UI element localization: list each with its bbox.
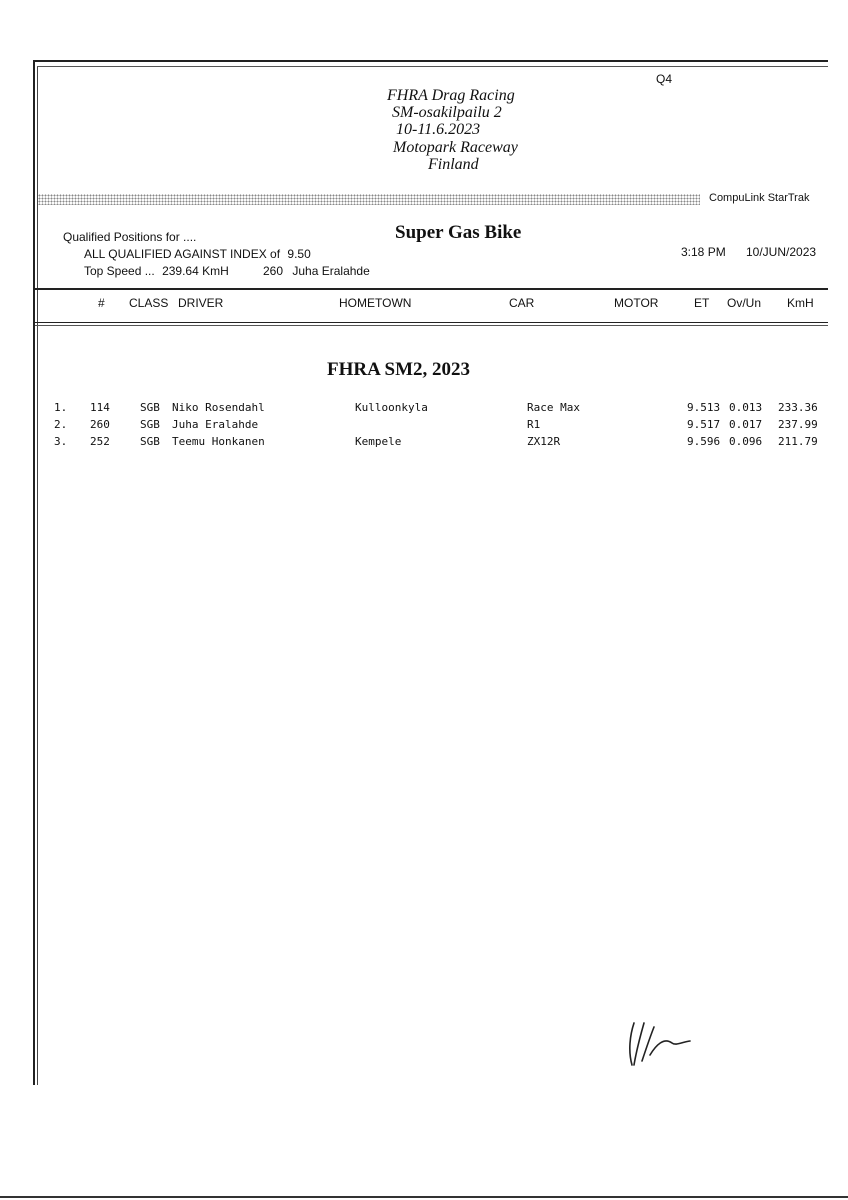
top-speed-car-number: 260: [263, 264, 284, 278]
top-speed-holder: [263, 264, 370, 278]
frame-left-inner-line: [37, 66, 38, 1085]
event-name: FHRA Drag Racing: [387, 87, 515, 104]
table-row: [0, 401, 848, 419]
col-header-et: ET: [694, 296, 710, 310]
row-class: SGB: [140, 418, 160, 431]
row-car-number: 252: [90, 435, 110, 448]
row-class: SGB: [140, 435, 160, 448]
row-car: Race Max: [527, 401, 580, 414]
frame-top-inner-line: [37, 66, 828, 67]
row-position: 2.: [54, 418, 68, 431]
page-bottom-line: [0, 1196, 848, 1198]
row-driver: Niko Rosendahl: [172, 401, 265, 414]
signature: [620, 1015, 700, 1075]
row-hometown: Kulloonkyla: [355, 401, 428, 414]
row-kmh: 211.79: [778, 435, 818, 448]
col-header-kmh: KmH: [787, 296, 814, 310]
row-ovun: 0.017: [729, 418, 763, 431]
row-kmh: 233.36: [778, 401, 818, 414]
row-kmh: 237.99: [778, 418, 818, 431]
row-car-number: 260: [90, 418, 110, 431]
top-speed-value: 239.64 KmH: [162, 264, 229, 278]
row-driver: Juha Eralahde: [172, 418, 259, 431]
header-separator-bottom-inner: [35, 325, 828, 326]
table-row: [0, 435, 848, 453]
index-line: [84, 247, 311, 261]
qualified-positions-label: Qualified Positions for ....: [63, 230, 197, 244]
row-position: 3.: [54, 435, 68, 448]
row-car-number: 114: [90, 401, 110, 414]
row-et: 9.517: [687, 418, 721, 431]
top-speed-label: Top Speed ...: [84, 264, 155, 278]
print-date: 10/JUN/2023: [746, 245, 817, 259]
round-label: Q4: [656, 72, 673, 86]
header-separator-bottom: [35, 322, 828, 323]
col-header-motor: MOTOR: [614, 296, 659, 310]
frame-top-line: [33, 60, 828, 62]
top-speed-line: [84, 264, 229, 278]
row-car: ZX12R: [527, 435, 561, 448]
table-row: [0, 418, 848, 436]
row-et: 9.513: [687, 401, 721, 414]
class-title: Super Gas Bike: [395, 222, 522, 243]
event-dates: 10-11.6.2023: [396, 121, 481, 138]
row-ovun: 0.096: [729, 435, 763, 448]
frame-left-line: [33, 60, 35, 1085]
row-car: R1: [527, 418, 541, 431]
col-header-num: #: [98, 296, 105, 310]
index-value: 9.50: [287, 247, 311, 261]
top-speed-driver: Juha Eralahde: [292, 264, 370, 278]
index-label: ALL QUALIFIED AGAINST INDEX of: [84, 247, 281, 261]
event-venue: Motopark Raceway: [393, 139, 518, 156]
event-title: FHRA SM2, 2023: [327, 359, 471, 380]
event-country: Finland: [428, 156, 479, 173]
col-header-class: CLASS: [129, 296, 169, 310]
col-header-ovun: Ov/Un: [727, 296, 762, 310]
header-separator-top: [35, 288, 828, 290]
row-driver: Teemu Honkanen: [172, 435, 265, 448]
brand-label: CompuLink StarTrak: [709, 192, 810, 204]
row-hometown: Kempele: [355, 435, 402, 448]
col-header-hometown: HOMETOWN: [339, 296, 412, 310]
event-subtitle: SM-osakilpailu 2: [392, 104, 502, 121]
col-header-driver: DRIVER: [178, 296, 224, 310]
col-header-car: CAR: [509, 296, 535, 310]
row-ovun: 0.013: [729, 401, 763, 414]
print-time: 3:18 PM: [681, 245, 726, 259]
row-et: 9.596: [687, 435, 721, 448]
row-class: SGB: [140, 401, 160, 414]
dotted-divider: [38, 194, 700, 205]
row-position: 1.: [54, 401, 68, 414]
